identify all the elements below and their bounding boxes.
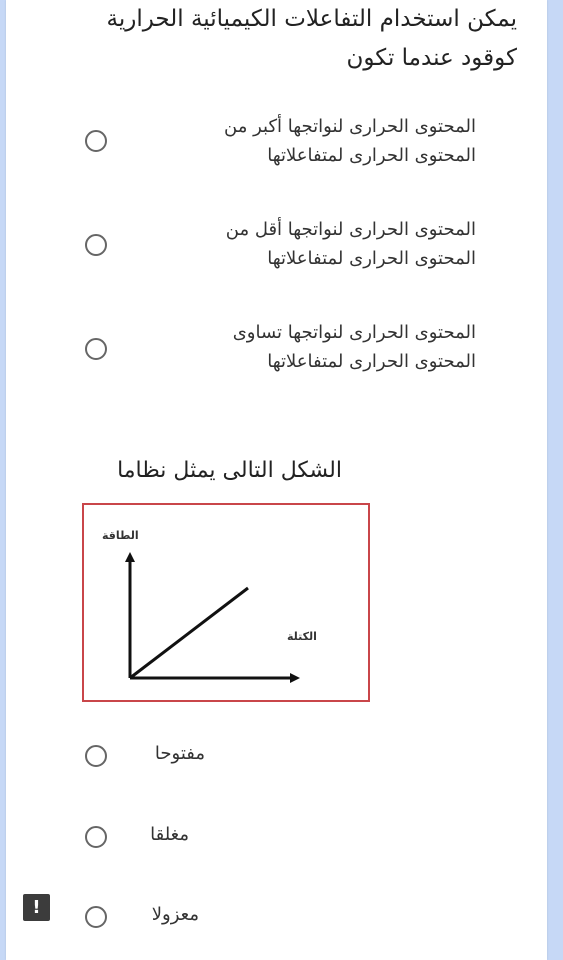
- option-3-radio[interactable]: [85, 338, 107, 360]
- option-1-line-2: المحتوى الحرارى لمتفاعلاتها: [267, 145, 476, 166]
- option-2-line-2: المحتوى الحرارى لمتفاعلاتها: [267, 248, 476, 269]
- exclamation-icon[interactable]: !: [23, 894, 50, 921]
- energy-mass-figure: [82, 503, 370, 702]
- option-closed-label: مغلقا: [150, 824, 189, 845]
- option-isolated-label: معزولا: [151, 904, 199, 925]
- option-isolated-radio[interactable]: [85, 906, 107, 928]
- option-2-text: [226, 215, 476, 273]
- option-3-line-1: المحتوى الحرارى لنواتجها تساوى: [232, 322, 476, 343]
- question-1-title: يمكن استخدام التفاعلات الكيميائية الحرارية كوقود عندما تكون: [106, 6, 517, 71]
- option-2-line-1: المحتوى الحرارى لنواتجها أقل من: [225, 219, 476, 240]
- option-1-line-1: المحتوى الحرارى لنواتجها أكبر من: [224, 116, 476, 137]
- question-2-title: الشكل التالى يمثل نظاما: [117, 458, 342, 483]
- form-card: [6, 0, 547, 960]
- option-3-text: [233, 318, 476, 376]
- y-axis-label: الطاقة: [102, 529, 139, 542]
- option-open-label: مفتوحا: [154, 743, 205, 764]
- x-axis-label: الكتلة: [287, 630, 317, 643]
- option-1-text: [224, 112, 476, 170]
- option-closed-radio[interactable]: [85, 826, 107, 848]
- graph-line: [130, 588, 248, 678]
- option-3-line-2: المحتوى الحرارى لمتفاعلاتها: [267, 351, 476, 372]
- option-1-radio[interactable]: [85, 130, 107, 152]
- option-2-radio[interactable]: [85, 234, 107, 256]
- option-open-radio[interactable]: [85, 745, 107, 767]
